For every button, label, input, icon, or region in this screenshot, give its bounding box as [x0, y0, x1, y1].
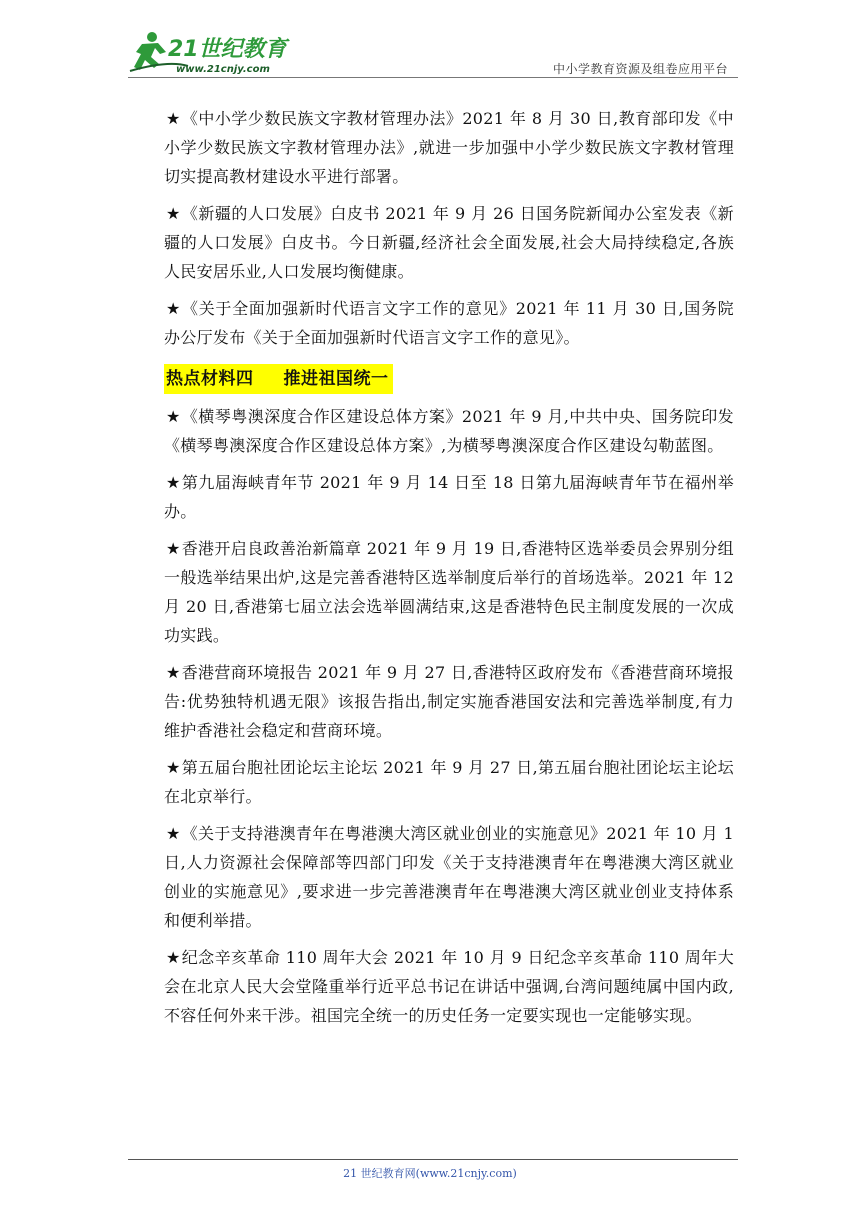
news-item-text: 《关于支持港澳青年在粤港澳大湾区就业创业的实施意见》2021 年 10 月 1 日,人力资源社会保障部等四部门印发《关于支持港澳青年在粤港澳大湾区就业创业的实施意见》,要求进一步完善港澳青年在粤港澳大湾区就业创业支持体系和便利举措。 — [164, 824, 734, 930]
logo-url: www.21cnjy.com — [176, 64, 270, 75]
logo-wordmark: 21世纪教育 — [168, 37, 287, 62]
document-body — [164, 104, 734, 1038]
star-icon: ★ — [166, 758, 181, 777]
star-icon: ★ — [166, 948, 181, 967]
star-icon: ★ — [166, 109, 181, 128]
section-title: 推进祖国统一 — [283, 369, 389, 389]
star-icon: ★ — [166, 663, 181, 682]
header-tagline: 中小学教育资源及组卷应用平台 — [552, 62, 728, 76]
news-item-text: 《新疆的人口发展》白皮书 2021 年 9 月 26 日国务院新闻办公室发表《新疆的人口发展》白皮书。今日新疆,经济社会全面发展,社会大局持续稳定,各族人民安居乐业,人口发展均衡健康。 — [164, 204, 734, 281]
news-item — [164, 753, 734, 811]
news-item — [164, 658, 734, 745]
news-item — [164, 468, 734, 526]
news-item-text: 第九届海峡青年节 2021 年 9 月 14 日至 18 日第九届海峡青年节在福州举办。 — [164, 473, 734, 521]
header-divider — [128, 77, 738, 78]
news-item-text: 《中小学少数民族文字教材管理办法》2021 年 8 月 30 日,教育部印发《中小学少数民族文字教材管理办法》,就进一步加强中小学少数民族文字教材管理切实提高教材建设水平进行部署。 — [164, 109, 734, 186]
section-label: 热点材料四 — [166, 369, 254, 389]
news-item — [164, 819, 734, 935]
news-item-text: 《横琴粤澳深度合作区建设总体方案》2021 年 9 月,中共中央、国务院印发《横琴粤澳深度合作区建设总体方案》,为横琴粤澳深度合作区建设勾勒蓝图。 — [164, 407, 734, 455]
site-logo[interactable] — [128, 30, 298, 76]
news-item-text: 《关于全面加强新时代语言文字工作的意见》2021 年 11 月 30 日,国务院办公厅发布《关于全面加强新时代语言文字工作的意见》。 — [164, 299, 734, 347]
news-item-text: 纪念辛亥革命 110 周年大会 2021 年 10 月 9 日纪念辛亥革命 110 周年大会在北京人民大会堂隆重举行近平总书记在讲话中强调,台湾问题纯属中国内政,不容任何外来干涉。祖国完全统一的历史任务一定要实现也一定能够实现。 — [164, 948, 734, 1025]
star-icon: ★ — [166, 539, 181, 558]
star-icon: ★ — [166, 824, 181, 843]
star-icon: ★ — [166, 204, 181, 223]
runner-logo-icon — [128, 30, 298, 76]
section-heading — [164, 364, 734, 394]
star-icon: ★ — [166, 407, 181, 426]
page-footer: 21 世纪教育网(www.21cnjy.com) — [343, 1167, 517, 1180]
news-item — [164, 943, 734, 1030]
news-item — [164, 199, 734, 286]
star-icon: ★ — [166, 299, 182, 318]
top-paragraph-list — [164, 104, 734, 352]
page-header — [128, 30, 738, 78]
bottom-paragraph-list — [164, 402, 734, 1030]
news-item — [164, 104, 734, 191]
news-item-text: 第五届台胞社团论坛主论坛 2021 年 9 月 27 日,第五届台胞社团论坛主论坛在北京举行。 — [164, 758, 734, 806]
footer-divider — [128, 1159, 738, 1160]
star-icon: ★ — [166, 473, 181, 492]
news-item — [164, 534, 734, 650]
news-item — [164, 294, 734, 352]
section-heading-highlight — [164, 364, 393, 394]
news-item-text: 香港开启良政善治新篇章 2021 年 9 月 19 日,香港特区选举委员会界别分组一般选举结果出炉,这是完善香港特区选举制度后举行的首场选举。2021 年 12 月 20 日,香港第七届立法会选举圆满结束,这是香港特色民主制度发展的一次成功实践。 — [164, 539, 734, 645]
news-item-text: 香港营商环境报告 2021 年 9 月 27 日,香港特区政府发布《香港营商环境报告:优势独特机遇无限》该报告指出,制定实施香港国安法和完善选举制度,有力维护香港社会稳定和营商环境。 — [164, 663, 734, 740]
news-item — [164, 402, 734, 460]
